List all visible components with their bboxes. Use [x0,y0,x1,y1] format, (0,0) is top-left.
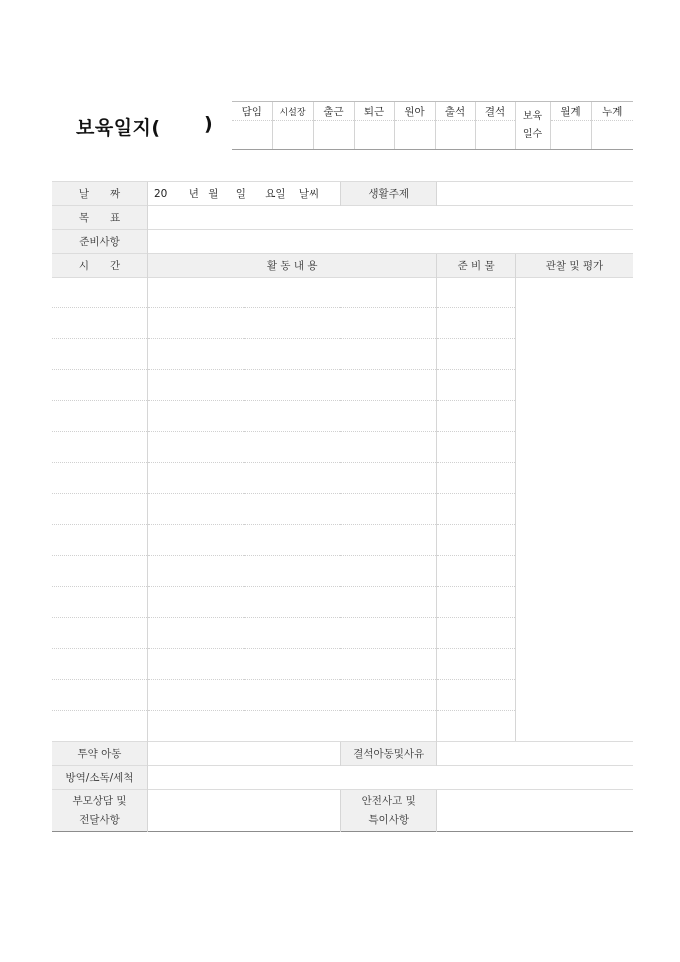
materials-slot-cell[interactable] [437,556,515,587]
consult-label-text: 부모상담 및 전달사항 [72,794,127,826]
materials-slot-cell[interactable] [437,711,515,742]
time-header: 시 간 [52,254,147,278]
absent-cell[interactable] [475,121,515,150]
materials-slot-cell[interactable] [437,494,515,525]
hygiene-field[interactable] [147,766,633,790]
time-slot-cell[interactable] [52,525,147,556]
date-year-label: 년 [188,188,199,200]
prep-label: 준비사항 [52,230,147,254]
observation-field[interactable] [515,278,633,742]
date-field[interactable] [147,182,340,206]
safety-label-text: 안전사고 및 특이사항 [361,794,416,826]
activity-slot-cell[interactable] [147,649,436,680]
absent-reason-field[interactable] [437,742,633,766]
time-slot-cell[interactable] [52,649,147,680]
materials-slot-cell[interactable] [437,525,515,556]
date-year-prefix: 20 [153,188,168,200]
time-slot-cell[interactable] [52,556,147,587]
consult-field[interactable] [147,790,340,832]
materials-slot-cell[interactable] [437,308,515,339]
materials-slot-cell[interactable] [437,618,515,649]
approval-header-present: 출석 [435,102,475,121]
activity-slot-cell[interactable] [147,494,436,525]
activity-slot-cell[interactable] [147,308,436,339]
activity-slot-cell[interactable] [147,556,436,587]
approval-header-arrive: 출근 [313,102,354,121]
absent-reason-label: 결석아동및사유 [340,742,436,766]
monthly-cell[interactable] [550,121,591,150]
time-slot-cell[interactable] [52,432,147,463]
medication-field[interactable] [147,742,340,766]
activity-header: 활 동 내 용 [147,254,436,278]
activity-slot-cell[interactable] [147,618,436,649]
weather-label: 날씨 [298,188,320,200]
materials-header: 준 비 물 [437,254,515,278]
daily-log-table [52,181,633,832]
leave-cell[interactable] [354,121,394,150]
hygiene-label: 방역/소독/세척 [52,766,147,790]
cumulative-cell[interactable] [591,121,633,150]
approval-header-children: 원아 [394,102,435,121]
approval-header-care-days [515,102,550,150]
activity-slot-cell[interactable] [147,432,436,463]
activity-slot-cell[interactable] [147,339,436,370]
safety-label [340,790,436,832]
activity-slot-cell[interactable] [147,370,436,401]
children-cell[interactable] [394,121,435,150]
activity-slot-cell[interactable] [147,278,436,308]
materials-slot-cell[interactable] [437,339,515,370]
materials-slot-cell[interactable] [437,401,515,432]
time-slot-cell[interactable] [52,463,147,494]
materials-slot-cell[interactable] [437,463,515,494]
activity-slot-cell[interactable] [147,587,436,618]
theme-field[interactable] [437,182,633,206]
sign-director-cell[interactable] [272,121,313,150]
materials-slot-cell[interactable] [437,278,515,308]
activity-slot-cell[interactable] [147,680,436,711]
safety-field[interactable] [437,790,633,832]
materials-slot-cell[interactable] [437,649,515,680]
date-month-label: 월 [208,188,219,200]
materials-slot-cell[interactable] [437,432,515,463]
materials-slot-cell[interactable] [437,370,515,401]
date-weekday-label: 요일 [265,188,286,200]
time-slot-cell[interactable] [52,370,147,401]
materials-slot-cell[interactable] [437,680,515,711]
approval-header-monthly: 월계 [550,102,591,121]
title-text: 보육일지( [76,117,161,139]
activity-slot-cell[interactable] [147,711,436,742]
materials-slot-cell[interactable] [437,587,515,618]
activity-slot-cell[interactable] [147,463,436,494]
consult-label [52,790,147,832]
page-title [76,113,214,140]
time-slot-cell[interactable] [52,494,147,525]
time-slot-cell[interactable] [52,401,147,432]
arrive-cell[interactable] [313,121,354,150]
approval-header-absent: 결석 [475,102,515,121]
sign-teacher-cell[interactable] [232,121,272,150]
approval-header-cumulative: 누계 [591,102,633,121]
time-slot-cell[interactable] [52,339,147,370]
title-close-paren: ) [204,113,214,135]
medication-label: 투약 아동 [52,742,147,766]
time-slot-cell[interactable] [52,711,147,742]
time-slot-cell[interactable] [52,587,147,618]
present-cell[interactable] [435,121,475,150]
date-label: 날 짜 [52,182,147,206]
activity-slot-cell[interactable] [147,525,436,556]
activity-slot-cell[interactable] [147,401,436,432]
time-slot-cell[interactable] [52,680,147,711]
time-slot-cell[interactable] [52,308,147,339]
observation-header: 관찰 및 평가 [515,254,633,278]
care-days-label: 보육 일수 [522,110,543,140]
prep-field[interactable] [147,230,633,254]
approval-header-director: 시설장 [272,102,313,121]
approval-table [232,101,633,150]
date-day-label: 일 [235,188,246,200]
goal-label: 목 표 [52,206,147,230]
approval-header-teacher: 담임 [232,102,272,121]
theme-label: 생활주제 [340,182,436,206]
time-slot-cell[interactable] [52,618,147,649]
approval-header-leave: 퇴근 [354,102,394,121]
time-slot-cell[interactable] [52,278,147,308]
goal-field[interactable] [147,206,633,230]
